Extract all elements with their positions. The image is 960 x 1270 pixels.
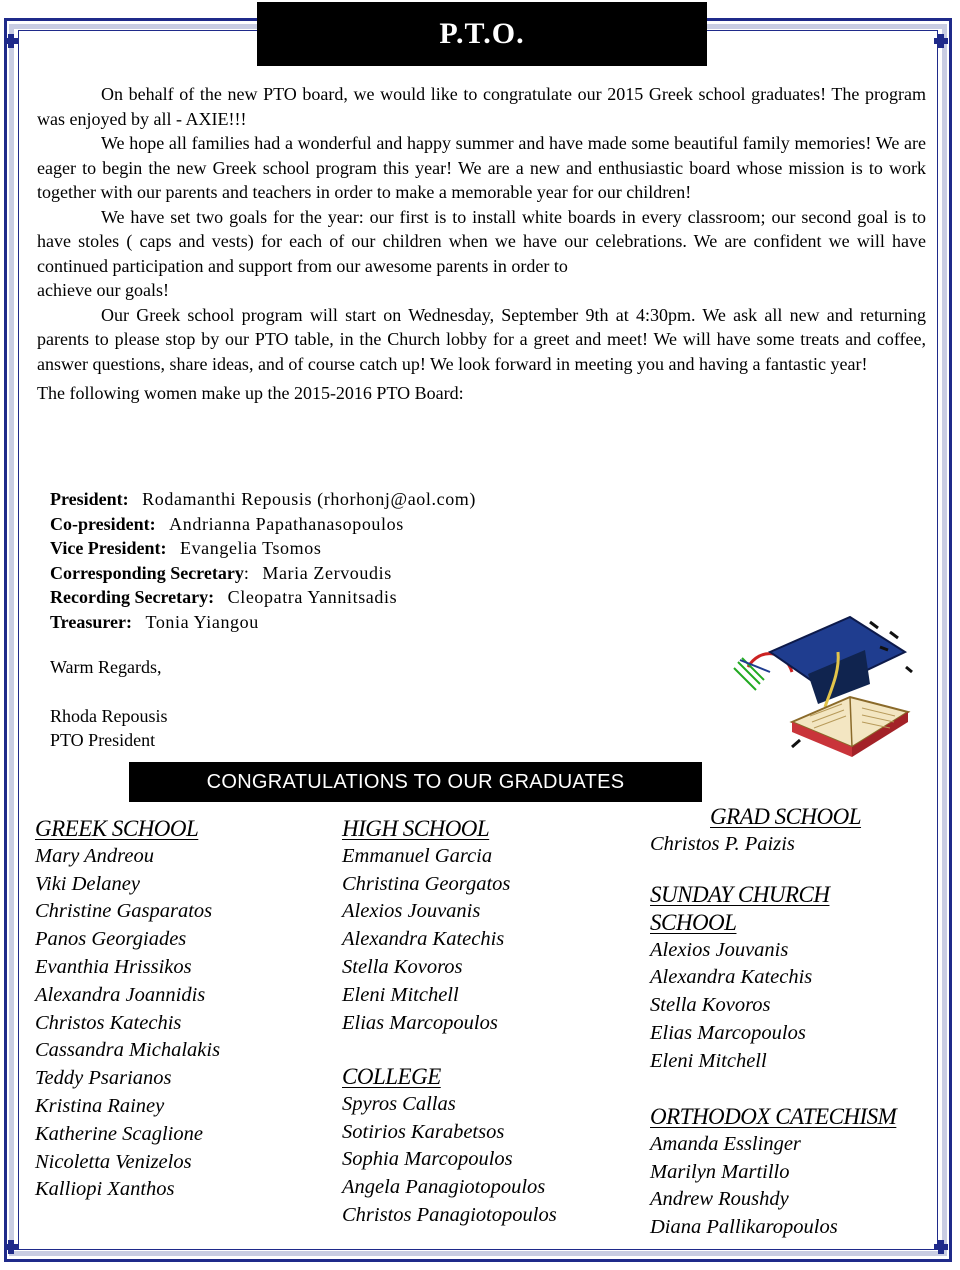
- graduate-name: Panos Georgiades: [35, 928, 187, 951]
- board-member: [50, 610, 476, 635]
- grad-school-heading: GRAD SCHOOL: [710, 804, 862, 829]
- high-school-heading: HIGH SCHOOL: [342, 816, 490, 841]
- page-title: P.T.O.: [257, 2, 707, 66]
- graduate-name: Alexios Jouvanis: [650, 938, 789, 961]
- graduate-name: Christos Katechis: [35, 1011, 182, 1034]
- graduate-name: Alexios Jouvanis: [342, 900, 481, 923]
- board-list: [50, 487, 476, 635]
- graduate-name: Alexandra Katechis: [342, 928, 505, 951]
- graduates-banner: CONGRATULATIONS TO OUR GRADUATES: [129, 762, 702, 802]
- graduate-name: Alexandra Katechis: [650, 966, 813, 989]
- board-role: Vice President:: [50, 538, 167, 559]
- board-member: [50, 585, 476, 610]
- board-role: Co-president:: [50, 513, 156, 534]
- sunday-church-school-heading-line2: SCHOOL: [650, 909, 737, 935]
- orthodox-catechism-heading: ORTHODOX CATECHISM: [650, 1104, 897, 1129]
- board-name: Evangelia Tsomos: [179, 538, 322, 559]
- graduate-name: Emmanuel Garcia: [342, 844, 493, 867]
- paragraph-goals: We have set two goals for the year: our first is to install white boards in every classroom; our second goal is to have stoles ( caps and vests) for each of our children when we have our celebrations. We are confident we will have continued participation and support from our awesome parents in order to: [37, 206, 926, 276]
- board-role: Treasurer:: [50, 611, 132, 632]
- greek-school-heading: GREEK SCHOOL: [35, 816, 199, 841]
- graduate-name: Katherine Scaglione: [35, 1122, 203, 1145]
- letter-body: [37, 82, 926, 406]
- graduate-name: Stella Kovoros: [650, 994, 771, 1017]
- graduate-name: Alexandra Joannidis: [35, 983, 206, 1006]
- grad-school-list: [650, 803, 861, 859]
- graduate-name: Elias Marcopoulos: [650, 1021, 806, 1044]
- graduate-name: Andrew Roushdy: [650, 1188, 789, 1211]
- graduate-name: Diana Pallikaropoulos: [650, 1216, 838, 1239]
- graduate-name: Eleni Mitchell: [342, 983, 459, 1006]
- frame-corner-ornament: [934, 34, 948, 48]
- orthodox-catechism-list: [650, 1103, 896, 1242]
- board-name: Rodamanthi Repousis (rhorhonj@aol.com): [142, 489, 476, 509]
- graduate-name: Angela Panagiotopoulos: [342, 1176, 546, 1199]
- paragraph-program-start: Our Greek school program will start on Wednesday, September 9th at 4:30pm. We ask all new and returning parents to please stop by our PTO table, in the Church lobby for a greet and meet! We will have some treats and coffee, answer questions, share ideas, and of course catch up! We look forward in meeting you and having a fantastic year!: [37, 304, 926, 374]
- sunday-church-school-heading: SUNDAY CHURCH: [650, 882, 830, 907]
- sunday-church-school-list: [650, 881, 829, 1076]
- board-role: Corresponding Secretary: [50, 562, 244, 583]
- board-role-separator: :: [243, 562, 249, 583]
- college-heading: COLLEGE: [342, 1064, 441, 1089]
- graduate-name: Christine Gasparatos: [35, 900, 213, 923]
- graduate-name: Christos Panagiotopoulos: [342, 1203, 557, 1226]
- greek-school-list: [35, 815, 220, 1204]
- graduate-name: Kalliopi Xanthos: [35, 1178, 175, 1201]
- board-member: [50, 561, 476, 586]
- closing-salutation: Warm Regards,: [50, 657, 162, 677]
- graduate-name: Marilyn Martillo: [650, 1160, 790, 1183]
- paragraph-congratulations: On behalf of the new PTO board, we would like to congratulate our 2015 Greek school graduates! The program was enjoyed by all - AXIE!!!: [37, 84, 926, 129]
- signer-name: Rhoda Repousis: [50, 706, 168, 726]
- graduate-name: Spyros Callas: [342, 1092, 456, 1115]
- graduate-name: Elias Marcopoulos: [342, 1011, 498, 1034]
- board-name: Tonia Yiangou: [145, 611, 259, 632]
- frame-corner-ornament: [4, 1240, 18, 1254]
- graduate-name: Christina Georgatos: [342, 872, 511, 895]
- high-school-list: [342, 815, 510, 1037]
- graduate-name: Viki Delaney: [35, 872, 140, 895]
- frame-corner-ornament: [4, 34, 18, 48]
- graduation-clipart-icon: [730, 612, 920, 767]
- board-member: [50, 536, 476, 561]
- graduate-name: Christos P. Paizis: [650, 832, 795, 855]
- graduate-name: Cassandra Michalakis: [35, 1039, 221, 1062]
- graduate-name: Kristina Rainey: [35, 1094, 165, 1117]
- graduate-name: Stella Kovoros: [342, 955, 463, 978]
- graduate-name: Mary Andreou: [35, 844, 154, 867]
- paragraph-board-intro: The following women make up the 2015-2016 PTO Board:: [37, 383, 464, 403]
- paragraph-goals-end: achieve our goals!: [37, 280, 169, 300]
- graduate-name: Eleni Mitchell: [650, 1049, 767, 1072]
- board-name: Andrianna Papathanasopoulos: [169, 513, 404, 534]
- graduate-name: Sotirios Karabetsos: [342, 1120, 505, 1143]
- board-role: President:: [50, 489, 129, 509]
- board-role: Recording Secretary:: [50, 587, 215, 608]
- graduate-name: Nicoletta Venizelos: [35, 1150, 192, 1173]
- college-list: [342, 1063, 557, 1230]
- board-name: Maria Zervoudis: [262, 562, 392, 583]
- board-name: Cleopatra Yannitsadis: [227, 587, 398, 608]
- signer-title: PTO President: [50, 730, 156, 750]
- frame-corner-ornament: [934, 1240, 948, 1254]
- paragraph-summer: We hope all families had a wonderful and happy summer and have made some beautiful family memories! We are eager to begin the new Greek school program this year! We are a new and enthusiastic board whose mission is to work together with our parents and teachers in order to make a memorable year for our children!: [37, 133, 926, 202]
- board-member: [50, 512, 476, 537]
- graduate-name: Amanda Esslinger: [650, 1132, 801, 1155]
- board-member: [50, 487, 476, 512]
- graduate-name: Evanthia Hrissikos: [35, 955, 192, 978]
- graduate-name: Sophia Marcopoulos: [342, 1148, 513, 1171]
- graduate-name: Teddy Psarianos: [35, 1067, 172, 1090]
